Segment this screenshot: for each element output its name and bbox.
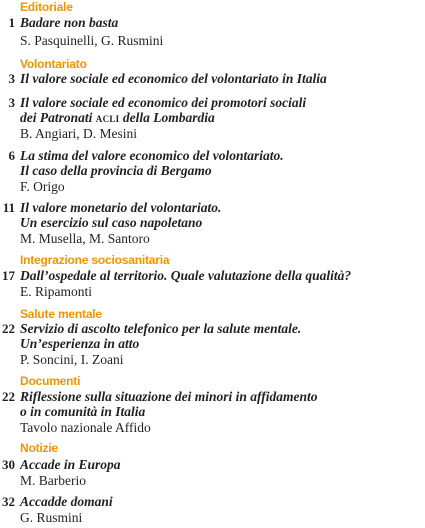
entry-title: Badare non basta: [20, 15, 119, 30]
page-number: 11: [2, 200, 15, 215]
entry-title: Accadde domani: [20, 494, 113, 509]
section-heading-notizie: Notizie: [20, 441, 58, 455]
page-number: 30: [2, 457, 15, 472]
entry-title: Dall’ospedale al territorio. Quale valutazione della qualità?: [20, 268, 352, 283]
entry-authors: G. Rusmini: [20, 510, 83, 525]
entry-title: Accade in Europa: [20, 457, 121, 472]
entry-title: Il valore sociale ed economico del volontariato in Italia: [20, 71, 327, 86]
entry-title-continued: [20, 110, 215, 125]
page-number: 22: [2, 321, 15, 336]
entry-authors: E. Ripamonti: [20, 284, 92, 299]
section-heading-volontariato: Volontariato: [20, 57, 87, 71]
entry-authors: P. Soncini, I. Zoani: [20, 352, 124, 367]
page-number: 3: [8, 95, 15, 110]
entry-authors: S. Pasquinelli, G. Rusmini: [20, 33, 164, 48]
entry-title: Riflessione sulla situazione dei minori in affidamento: [20, 389, 318, 404]
entry-title: Il valore monetario del volontariato.: [20, 200, 222, 215]
entry-authors: Tavolo nazionale Affido: [20, 420, 151, 435]
entry-authors: M. Musella, M. Santoro: [20, 231, 150, 246]
section-heading-documenti: Documenti: [20, 374, 81, 388]
section-heading-editoriale: Editoriale: [20, 0, 73, 14]
entry-authors: F. Origo: [20, 179, 65, 194]
entry-title: La stima del valore economico del volontariato.: [20, 148, 284, 163]
entry-title-continued: o in comunità in Italia: [20, 404, 146, 419]
entry-title-continued: Un’esperienza in atto: [20, 336, 140, 351]
entry-title-continued: Un esercizio sul caso napoletano: [20, 215, 203, 230]
page-number: 17: [2, 268, 15, 283]
entry-authors: M. Barberio: [20, 473, 86, 488]
page-number: 3: [8, 71, 15, 86]
page-number: 6: [8, 148, 15, 163]
page-number: 1: [8, 15, 15, 30]
entry-title: Servizio di ascolto telefonico per la salute mentale.: [20, 321, 302, 336]
entry-title: Il valore sociale ed economico dei promotori sociali: [20, 95, 307, 110]
entry-authors: B. Angiari, D. Mesini: [20, 126, 137, 141]
entry-title-text: dei Patronati acli della Lombardia: [20, 110, 215, 125]
page-number: 22: [2, 389, 15, 404]
entry-title-continued: Il caso della provincia di Bergamo: [20, 163, 212, 178]
acronym: acli: [95, 110, 120, 125]
section-heading-integrazione-sociosanitaria: Integrazione sociosanitaria: [20, 253, 170, 267]
section-heading-salute-mentale: Salute mentale: [20, 307, 102, 321]
page-number: 32: [2, 494, 15, 509]
